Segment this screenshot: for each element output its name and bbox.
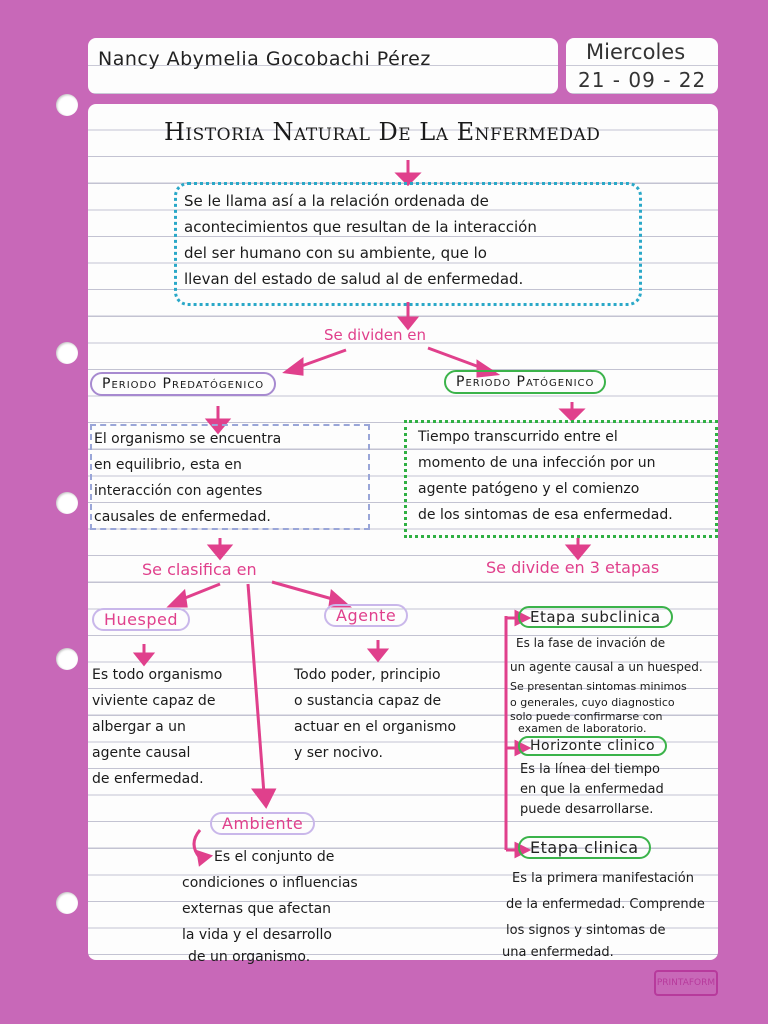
agente-title: Agente (324, 604, 408, 627)
subclinica-text: Se presentan sintomas minimos (510, 680, 687, 693)
printaform-logo: PRINTAFORM (654, 970, 718, 996)
huesped-text: Es todo organismo (92, 667, 223, 683)
agente-text: actuar en el organismo (294, 719, 457, 735)
clinica-text: una enfermedad. (502, 945, 614, 960)
left-description-line: interacción con agentes (94, 483, 263, 499)
arrowhead (210, 546, 230, 558)
clinica-title: Etapa clinica (518, 836, 651, 859)
notebook-page (88, 104, 718, 988)
horizonte-text: en que la enfermedad (520, 782, 664, 797)
right-period-heading: Periodo Patógenico (444, 370, 606, 394)
right-description-line: momento de una infección por un (418, 455, 656, 471)
binder-hole (56, 94, 78, 116)
ambiente-text: externas que afectan (182, 901, 332, 917)
right-description-line: agente patógeno y el comienzo (418, 481, 640, 497)
arrow (428, 348, 482, 368)
clinica-text: los signos y sintomas de (506, 923, 666, 938)
huesped-text: agente causal (92, 745, 191, 761)
subclinica-text: solo puede confirmarse con (510, 710, 663, 723)
date-field (566, 38, 718, 94)
huesped-text: albergar a un (92, 719, 186, 735)
definition-line: llevan del estado de salud al de enfermedad. (184, 270, 524, 288)
binder-hole (56, 342, 78, 364)
horizonte-text: puede desarrollarse. (520, 802, 654, 817)
left-description-line: El organismo se encuentra (94, 431, 282, 447)
huesped-title: Huesped (92, 608, 190, 631)
arrow (272, 582, 336, 600)
arrowhead (198, 852, 210, 864)
arrowhead (370, 650, 386, 660)
subclinica-title: Etapa subclinica (518, 606, 673, 628)
right-description-line: Tiempo transcurrido entre el (418, 429, 618, 445)
arrowhead (568, 546, 588, 558)
subclinica-text: examen de laboratorio. (518, 722, 647, 735)
page-title: Historia Natural De La Enfermedad (164, 118, 601, 146)
agente-text: y ser nocivo. (294, 745, 383, 761)
subclinica-text: Es la fase de invación de (516, 636, 666, 650)
left-description-line: causales de enfermedad. (94, 509, 271, 525)
stages-label: Se divide en 3 etapas (486, 558, 660, 577)
clinica-text: de la enfermedad. Comprende (506, 897, 705, 912)
arrow (248, 584, 264, 794)
ambiente-text: Es el conjunto de (214, 849, 335, 865)
classify-label: Se clasifica en (142, 560, 257, 579)
subclinica-text: un agente causal a un huesped. (510, 660, 703, 674)
horizonte-text: Es la línea del tiempo (520, 762, 660, 777)
binder-hole (56, 648, 78, 670)
left-description-line: en equilibrio, esta en (94, 457, 242, 473)
agente-text: Todo poder, principio (294, 667, 441, 683)
subclinica-text: o generales, cuyo diagnostico (510, 696, 675, 709)
binder-hole (56, 492, 78, 514)
left-period-heading: Periodo Predatógenico (90, 372, 276, 396)
arrowhead (286, 360, 302, 374)
arrowhead (170, 592, 186, 606)
ambiente-text: condiciones o influencias (182, 875, 358, 891)
definition-line: del ser humano con su ambiente, que lo (184, 244, 487, 262)
ambiente-text: la vida y el desarrollo (182, 927, 332, 943)
arrowhead (254, 790, 274, 806)
divides-label: Se dividen en (324, 326, 427, 344)
name-field (88, 38, 558, 94)
huesped-text: de enfermedad. (92, 771, 204, 787)
right-description-line: de los sintomas de esa enfermedad. (418, 507, 673, 523)
date-label: 21 - 09 - 22 (578, 68, 707, 92)
horizonte-title: Horizonte clinico (518, 736, 667, 756)
clinica-text: Es la primera manifestación (512, 871, 694, 886)
binder-hole (56, 892, 78, 914)
day-label: Miercoles (586, 40, 686, 64)
huesped-text: viviente capaz de (92, 693, 216, 709)
arrowhead (562, 410, 582, 420)
definition-line: Se le llama así a la relación ordenada de (184, 192, 489, 210)
agente-text: o sustancia capaz de (294, 693, 442, 709)
ambiente-title: Ambiente (210, 812, 315, 835)
student-name: Nancy Abymelia Gocobachi Pérez (98, 48, 431, 70)
ambiente-text: de un organismo. (188, 949, 311, 965)
definition-line: acontecimientos que resultan de la interacción (184, 218, 537, 236)
